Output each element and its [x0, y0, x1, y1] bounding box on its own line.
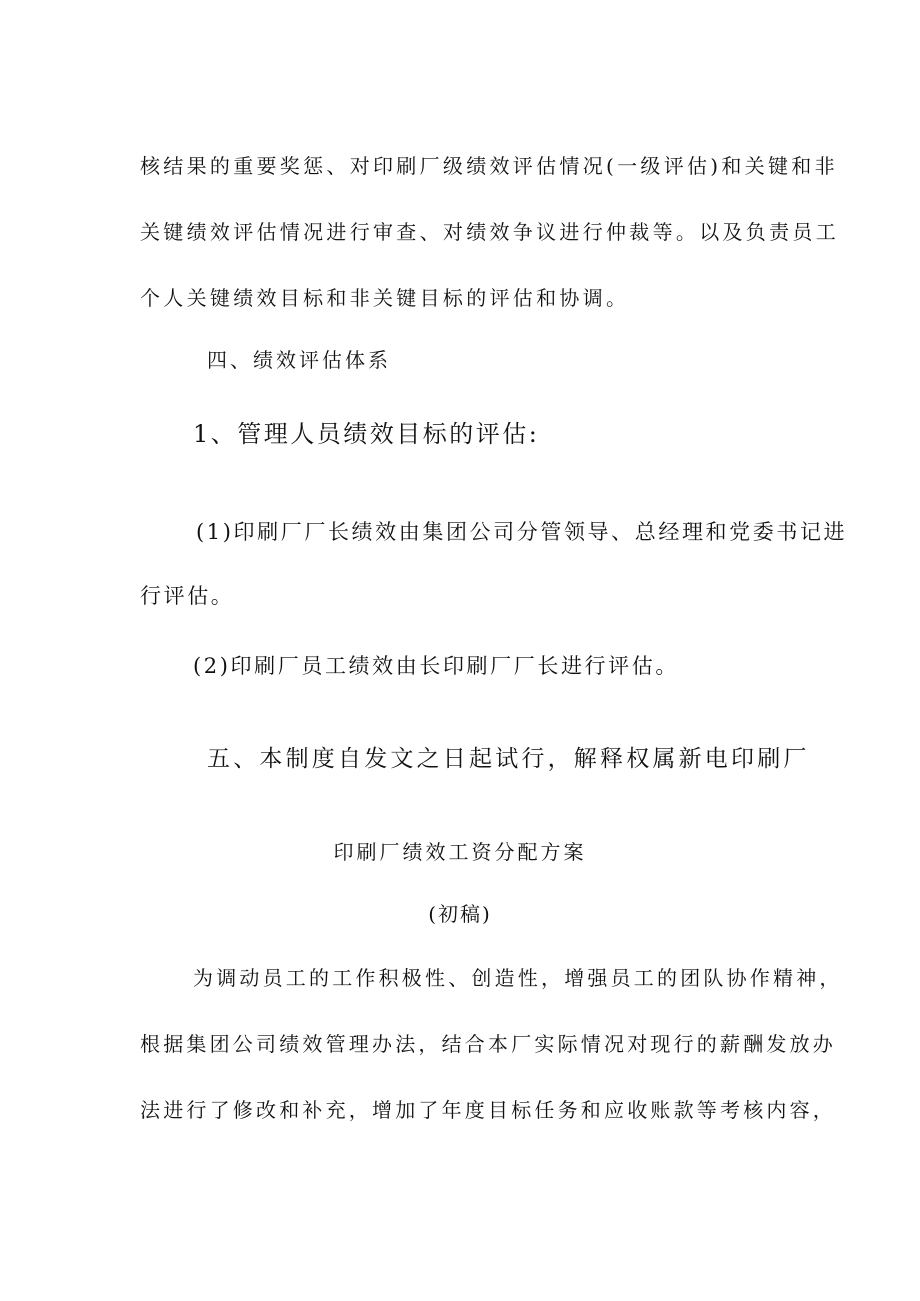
- section-4-heading: 四、绩效评估体系: [207, 348, 391, 372]
- paragraph-line: 关键绩效评估情况进行审查、对绩效争议进行仲裁等。以及负责员工: [140, 220, 839, 244]
- intro-paragraph-line: 根据集团公司绩效管理办法，结合本厂实际情况对现行的薪酬发放办: [140, 1032, 836, 1056]
- plan-title: 印刷厂绩效工资分配方案: [333, 840, 587, 864]
- subsection-1-heading: 1、管理人员绩效目标的评估:: [193, 420, 540, 448]
- section-5-heading: 五、本制度自发文之日起试行，解释权属新电印刷厂: [207, 746, 810, 772]
- item-1-line: 行评估。: [140, 584, 235, 608]
- intro-paragraph-line: 法进行了修改和补充，增加了年度目标任务和应收账款等考核内容，: [140, 1098, 836, 1122]
- plan-subtitle: (初稿): [428, 902, 492, 926]
- item-2-line: (2)印刷厂员工绩效由长印刷厂厂长进行评估。: [193, 654, 679, 678]
- item-1-line: (1)印刷厂厂长绩效由集团公司分管领导、总经理和党委书记进: [196, 520, 848, 544]
- intro-paragraph-line: 为调动员工的工作积极性、创造性，增强员工的团队协作精神，: [193, 966, 843, 990]
- paragraph-line: 个人关键绩效目标和非关键目标的评估和协调。: [140, 286, 630, 310]
- paragraph-line: 核结果的重要奖惩、对印刷厂级绩效评估情况(一级评估)和关键和非: [140, 154, 838, 178]
